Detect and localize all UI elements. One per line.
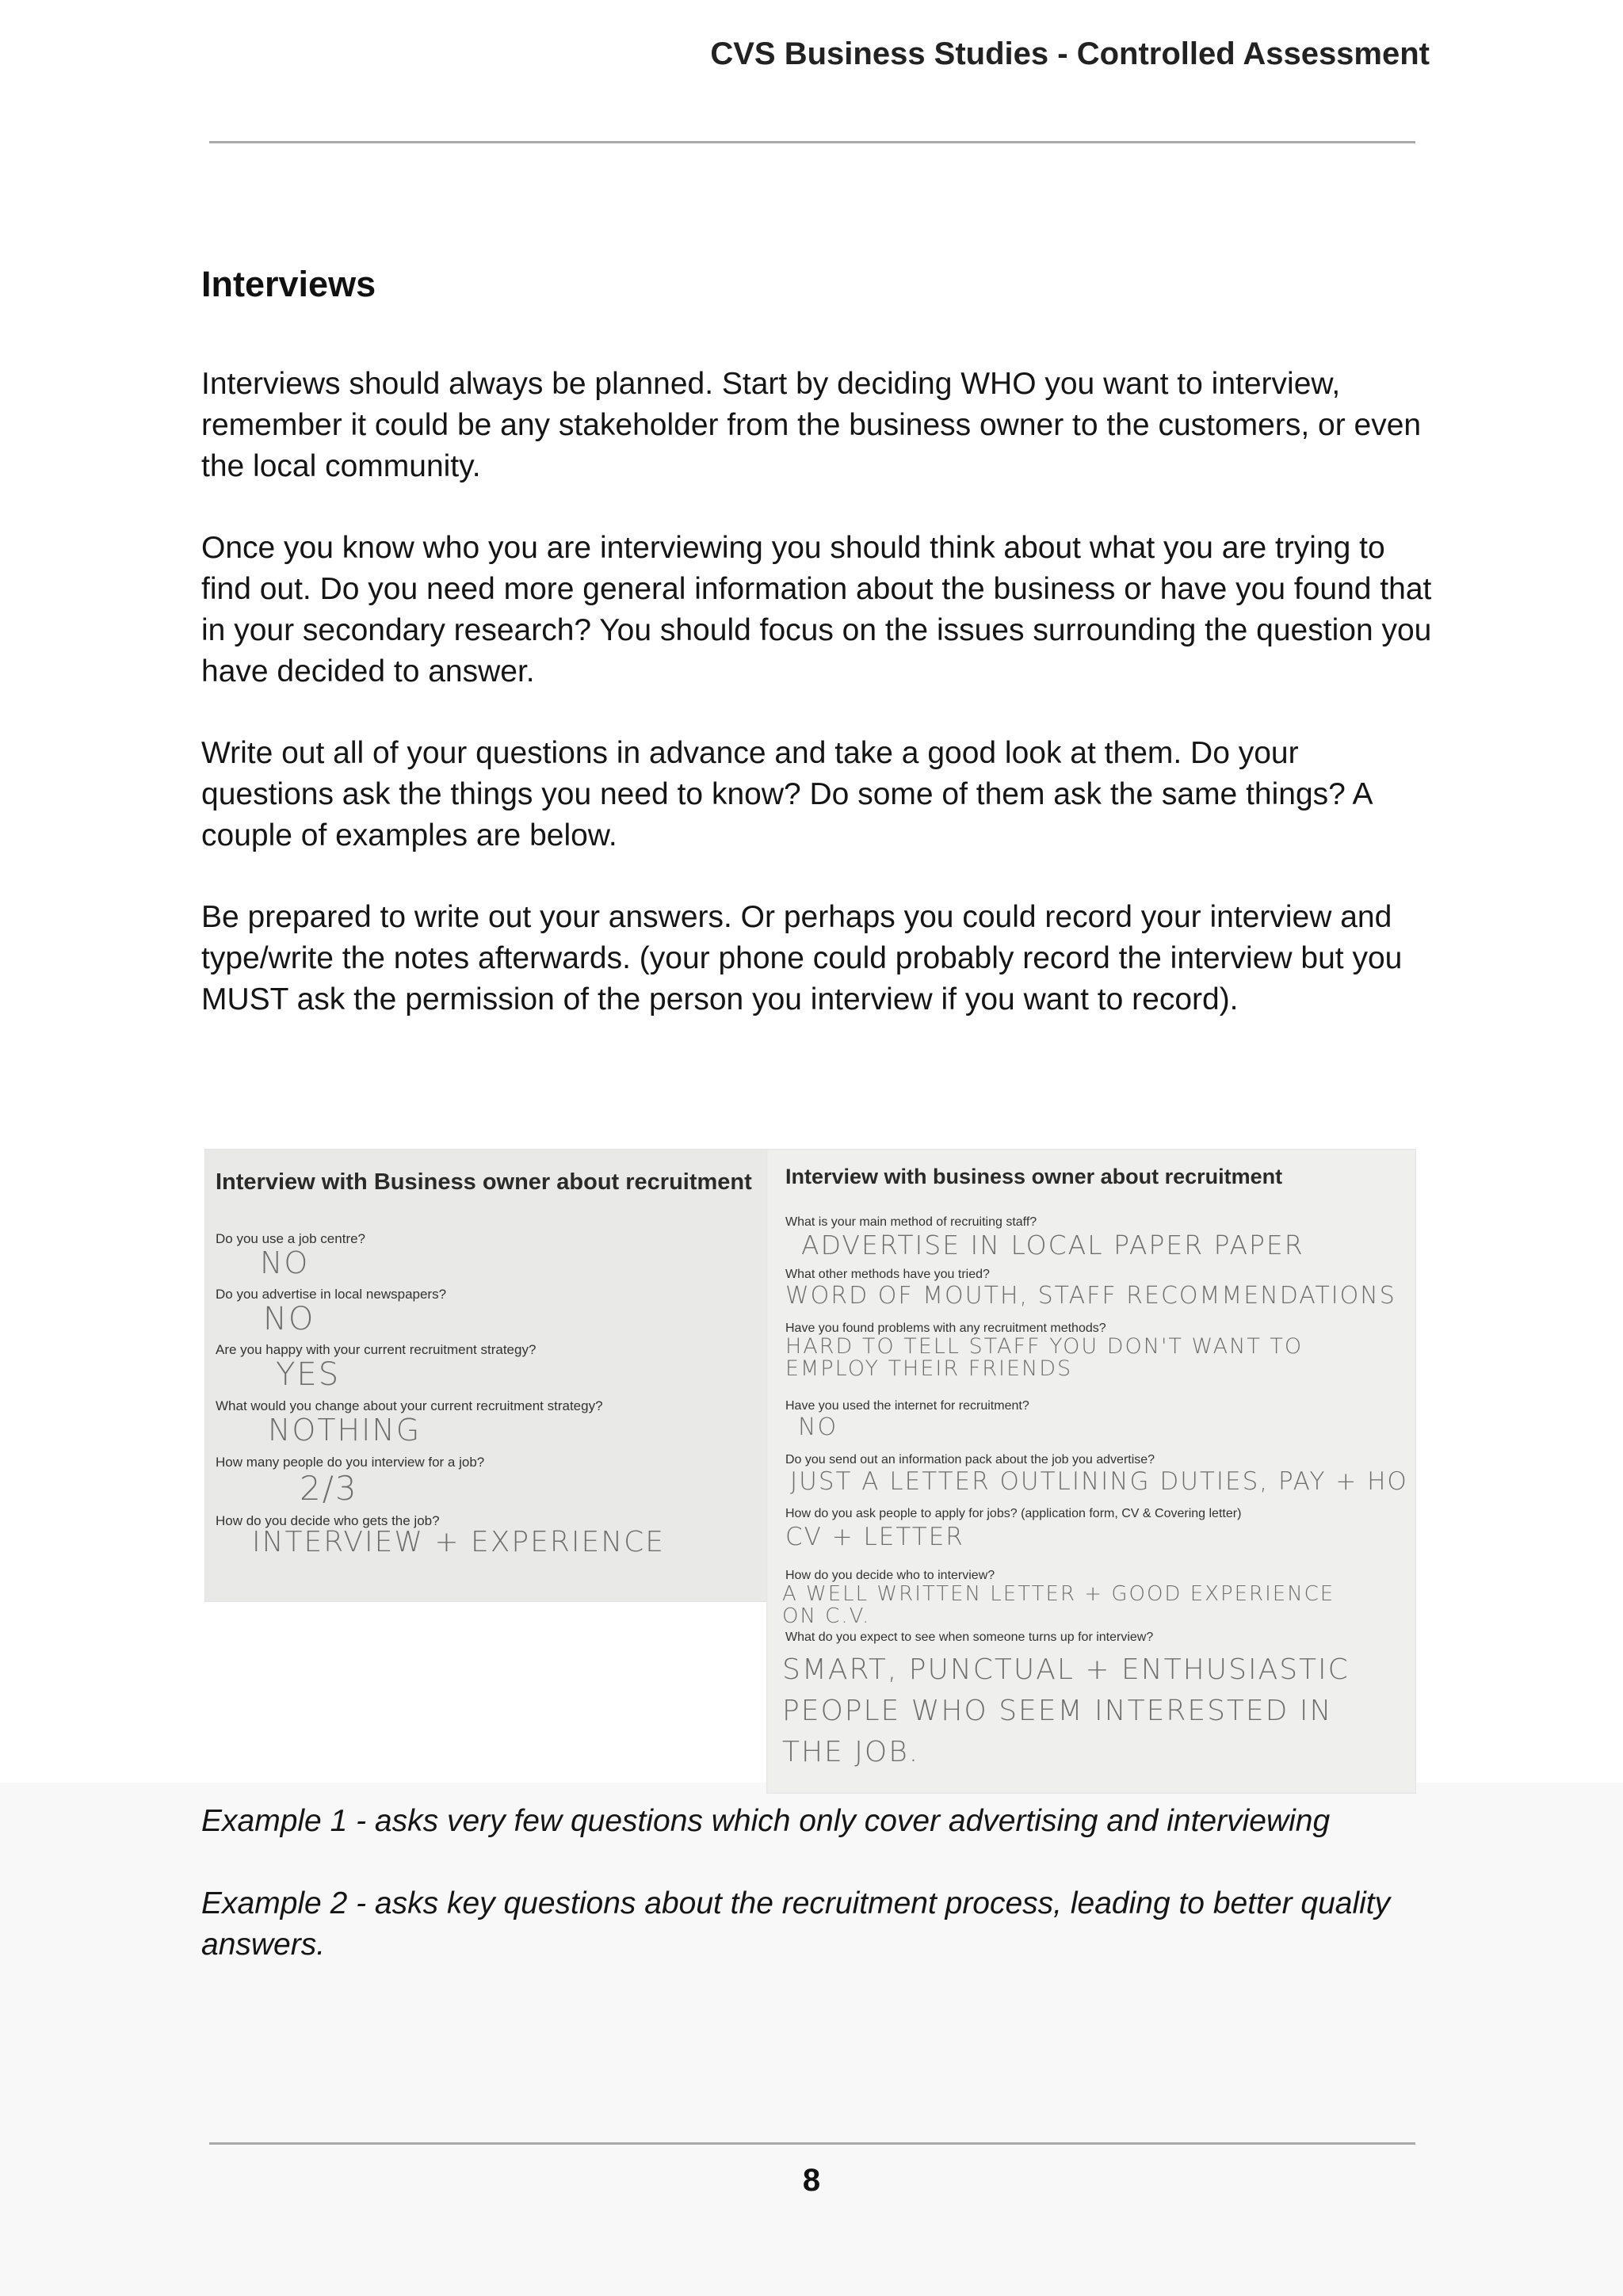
example-1-answer: NO xyxy=(260,1245,310,1280)
example-2-title: Interview with business owner about recruitment xyxy=(785,1165,1283,1188)
example-1-question: How many people do you interview for a job? xyxy=(216,1455,485,1470)
example-2-question: What do you expect to see when someone turns up for interview? xyxy=(785,1630,1154,1644)
example-1-title: Interview with Business owner about recruitment xyxy=(216,1169,752,1195)
example-1-question: Do you use a job centre? xyxy=(216,1231,366,1246)
example-2-answer: CV + LETTER xyxy=(785,1523,964,1551)
paragraph-1: Interviews should always be planned. Start by deciding WHO you want to interview, remember it could be any stakeholder from the business owner to the customers, or even the local community. xyxy=(201,367,1422,483)
paragraph-4: Be prepared to write out your answers. Or perhaps you could record your interview and type/write the notes afterwards. (your phone could probably record the interview but you MUST ask the permission of the person you interview if you want to record). xyxy=(201,900,1403,1016)
section-heading: Interviews xyxy=(201,264,376,304)
example-2-answer: JUST A LETTER OUTLINING DUTIES, PAY + HO xyxy=(790,1467,1408,1496)
example-2-answer: ADVERTISE IN LOCAL PAPER PAPER xyxy=(801,1230,1304,1261)
header-divider xyxy=(209,141,1415,143)
example-1-question: Do you advertise in local newspapers? xyxy=(216,1287,447,1302)
example-2-question: What other methods have you tried? xyxy=(785,1268,990,1281)
example-2-caption: Example 2 - asks key questions about the recruitment process, leading to better quality answers. xyxy=(201,1886,1391,1962)
example-2-question: What is your main method of recruiting staff? xyxy=(785,1215,1037,1229)
example-1-answer: NOTHING xyxy=(268,1413,422,1447)
example-2-question: How do you ask people to apply for jobs? (application form, CV & Covering letter) xyxy=(785,1507,1242,1520)
paragraph-2: Once you know who you are interviewing you should think about what you are trying to find out. Do you need more general information about the business or have you found that in your secondary research? You should focus on the issues surrounding the question you have decided to answer. xyxy=(201,531,1432,688)
example-1-answer: YES xyxy=(276,1356,341,1393)
example-1-answer: INTERVIEW + EXPERIENCE xyxy=(252,1526,666,1558)
example-2-question: Have you used the internet for recruitment? xyxy=(785,1399,1029,1413)
example-2-answer: WORD OF MOUTH, STAFF RECOMMENDATIONS xyxy=(785,1282,1396,1310)
paragraph-3: Write out all of your questions in advance and take a good look at them. Do your questions ask the things you need to know? Do some of them ask the same things? A couple of examples are below. xyxy=(201,736,1372,852)
example-2-answer: NO xyxy=(798,1413,838,1441)
example-1-answer: 2/3 xyxy=(300,1469,358,1508)
example-2-question: Have you found problems with any recruitment methods? xyxy=(785,1322,1106,1335)
example-1-answer: NO xyxy=(263,1301,315,1337)
example-2-form-photo xyxy=(766,1149,1416,1794)
example-1-caption: Example 1 - asks very few questions which only cover advertising and interviewing xyxy=(201,1804,1331,1838)
example-1-question: Are you happy with your current recruitment strategy? xyxy=(216,1342,537,1357)
document-header-title: CVS Business Studies - Controlled Assessment xyxy=(710,36,1430,71)
example-1-question: How do you decide who gets the job? xyxy=(216,1513,440,1528)
example-2-answer: A WELL WRITTEN LETTER + GOOD EXPERIENCE ON C.V. xyxy=(782,1582,1335,1628)
example-2-answer: SMART, PUNCTUAL + ENTHUSIASTIC PEOPLE WHO SEEM INTERESTED IN THE JOB. xyxy=(782,1653,1350,1768)
footer-divider xyxy=(209,2142,1415,2145)
example-2-question: How do you decide who to interview? xyxy=(785,1569,995,1582)
page-number: 8 xyxy=(802,2163,821,2198)
example-1-form-photo xyxy=(204,1149,783,1602)
example-1-question: What would you change about your current recruitment strategy? xyxy=(216,1398,603,1413)
example-2-question: Do you send out an information pack about the job you advertise? xyxy=(785,1453,1155,1466)
example-2-answer: HARD TO TELL STAFF YOU DON'T WANT TO EMPLOY THEIR FRIENDS xyxy=(785,1334,1304,1381)
page-lower-background xyxy=(0,1783,1623,2296)
